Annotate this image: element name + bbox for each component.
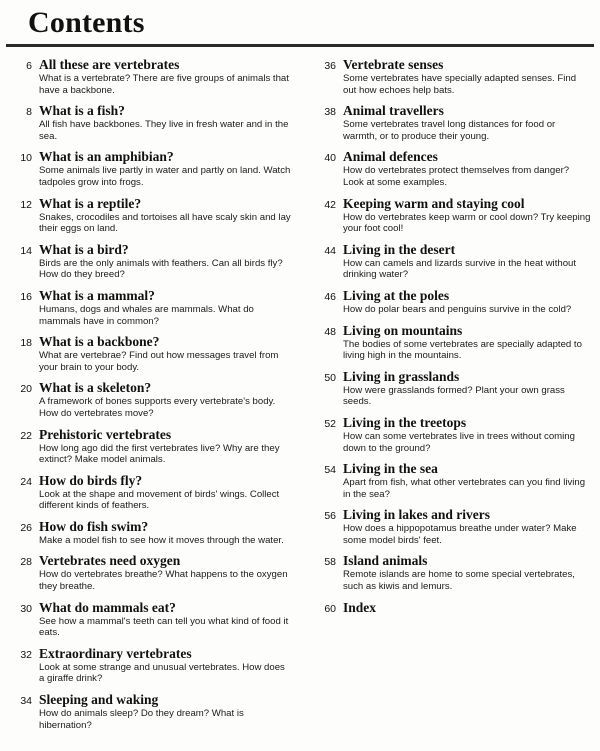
toc-page-number: 20 [20, 383, 32, 396]
toc-entry-body [343, 103, 592, 142]
toc-page-number: 38 [324, 106, 336, 119]
toc-entry-body [39, 692, 292, 731]
toc-page-number: 44 [324, 244, 336, 257]
toc-entry[interactable] [6, 334, 292, 373]
toc-page-number: 6 [26, 60, 32, 72]
toc-page-number: 22 [20, 429, 32, 442]
toc-entry-body [39, 149, 292, 188]
toc-entry[interactable] [6, 103, 292, 142]
toc-entry[interactable] [6, 149, 292, 188]
toc-entry-description: How can camels and lizards survive in the heat without drinking water? [343, 257, 577, 281]
toc-page-number: 18 [20, 337, 32, 350]
toc-entry[interactable] [6, 692, 292, 731]
toc-page-number: 48 [324, 325, 336, 338]
toc-entry-body [343, 323, 592, 362]
contents-columns [0, 47, 600, 747]
page-header [0, 0, 600, 42]
toc-entry[interactable] [310, 196, 592, 235]
toc-entry-description: How long ago did the first vertebrates live? Why are they extinct? Make model animals. [39, 442, 280, 466]
toc-page-number: 42 [324, 198, 336, 211]
toc-entry[interactable] [6, 473, 292, 512]
toc-entry-description: The bodies of some vertebrates are specially adapted to living high in the mountains. [343, 338, 582, 362]
toc-entry-heading: What is an amphibian? [39, 149, 174, 165]
toc-entry[interactable] [310, 103, 592, 142]
toc-entry-heading: Prehistoric vertebrates [39, 426, 172, 442]
toc-entry-heading: Living in the sea [343, 461, 438, 477]
toc-entry-body [343, 57, 592, 96]
toc-entry[interactable] [6, 519, 292, 547]
toc-entry-heading: Living in the desert [343, 241, 456, 257]
toc-entry[interactable] [310, 288, 592, 316]
toc-entry[interactable] [310, 507, 592, 546]
toc-entry-description: What are vertebrae? Find out how messages travel from your brain to your body. [39, 350, 279, 373]
toc-entry-heading: Extraordinary vertebrates [39, 645, 192, 661]
toc-entry-description: Snakes, crocodiles and tortoises all have scaly skin and lay their eggs on land. [39, 211, 291, 235]
toc-entry-heading: Index [343, 599, 377, 615]
toc-entry-heading: Island animals [343, 553, 428, 569]
toc-entry-description: Look at the shape and movement of birds' wings. Collect different kinds of feathers. [39, 488, 280, 512]
toc-page-number: 10 [20, 152, 32, 165]
toc-page-number: 8 [26, 106, 32, 119]
toc-entry-description: Humans, dogs and whales are mammals. What do mammals have in common? [39, 303, 254, 327]
toc-entry-heading: Living in the treetops [343, 414, 467, 430]
toc-entry-body [343, 242, 592, 281]
toc-entry[interactable] [6, 380, 292, 419]
toc-entry-body [39, 334, 292, 373]
toc-entry[interactable] [310, 369, 592, 408]
toc-entry[interactable] [310, 553, 592, 592]
toc-entry[interactable] [6, 196, 292, 235]
toc-page-number: 26 [20, 521, 32, 534]
toc-entry-body [343, 507, 592, 546]
toc-entry-heading: What is a skeleton? [39, 380, 152, 396]
toc-page-number: 28 [20, 556, 32, 569]
toc-entry-body [39, 519, 292, 547]
toc-entry-description: How do vertebrates breathe? What happens to the oxygen they breathe. [39, 569, 288, 593]
toc-page-number: 24 [20, 475, 32, 488]
page-title: Contents [28, 6, 145, 39]
toc-entry-heading: How do fish swim? [39, 518, 149, 534]
toc-entry-description: What is a vertebrate? There are five groups of animals that have a backbone. [39, 73, 289, 96]
toc-page-number: 12 [20, 198, 32, 211]
toc-entry-heading: Living on mountains [343, 322, 463, 338]
toc-entry-heading: What is a reptile? [39, 195, 142, 211]
toc-entry-body [39, 600, 292, 639]
toc-entry-body [343, 600, 592, 616]
toc-page-number: 14 [20, 244, 32, 257]
toc-entry[interactable] [310, 323, 592, 362]
toc-entry-body [39, 242, 292, 281]
toc-entry-body [39, 553, 292, 592]
toc-page-number: 54 [324, 464, 336, 477]
toc-entry-heading: Vertebrate senses [343, 57, 444, 72]
toc-page-number: 40 [324, 152, 336, 165]
toc-entry[interactable] [6, 242, 292, 281]
toc-entry-heading: Living in grasslands [343, 368, 460, 384]
toc-entry-description: See how a mammal's teeth can tell you what kind of food it eats. [39, 615, 289, 639]
toc-entry-heading: Sleeping and waking [39, 692, 159, 708]
toc-entry-body [39, 288, 292, 327]
toc-entry-description: Some vertebrates have specially adapted senses. Find out how echoes help bats. [343, 73, 577, 96]
toc-entry-heading: Living in lakes and rivers [343, 507, 491, 523]
toc-entry-description: Remote islands are home to some special vertebrates, such as kiwis and lemurs. [343, 569, 575, 593]
toc-page-number: 16 [20, 290, 32, 303]
toc-entry[interactable] [310, 461, 592, 500]
toc-entry-body [343, 461, 592, 500]
toc-entry-heading: Animal defences [343, 149, 438, 165]
toc-entry-body [39, 473, 292, 512]
toc-entry-body [39, 103, 292, 142]
toc-entry-description: How do vertebrates protect themselves from danger? Look at some examples. [343, 165, 570, 188]
toc-entry[interactable] [6, 427, 292, 466]
toc-entry-description: Birds are the only animals with feathers. Can all birds fly? How do they breed? [39, 257, 283, 281]
toc-entry-body [39, 380, 292, 419]
toc-page-number: 56 [324, 510, 336, 523]
toc-entry-heading: Vertebrates need oxygen [39, 553, 181, 569]
toc-entry-heading: How do birds fly? [39, 472, 143, 488]
toc-entry-heading: What is a mammal? [39, 287, 155, 303]
toc-entry[interactable] [310, 57, 592, 96]
contents-column-right [300, 57, 594, 747]
toc-page-number: 60 [324, 602, 336, 615]
toc-entry-body [343, 149, 592, 188]
toc-entry-heading: Animal travellers [343, 103, 444, 119]
toc-entry-description: Make a model fish to see how it moves through the water. [39, 534, 284, 546]
toc-entry-heading: Keeping warm and staying cool [343, 195, 525, 211]
toc-page-number: 46 [324, 290, 336, 303]
toc-page-number: 32 [20, 648, 32, 661]
toc-entry[interactable] [310, 415, 592, 454]
toc-entry-heading: All these are vertebrates [39, 57, 180, 72]
toc-entry-body [39, 196, 292, 235]
contents-column-left [6, 57, 300, 747]
toc-entry-description: Some vertebrates travel long distances for food or warmth, or to produce their young. [343, 119, 556, 142]
toc-entry-heading: What is a bird? [39, 241, 129, 257]
toc-page-number: 30 [20, 602, 32, 615]
toc-entry-body [343, 553, 592, 592]
toc-page-number: 34 [20, 695, 32, 708]
toc-entry[interactable] [6, 288, 292, 327]
toc-entry[interactable] [310, 149, 592, 188]
toc-entry[interactable] [6, 646, 292, 685]
toc-entry-description: All fish have backbones. They live in fresh water and in the sea. [39, 119, 289, 142]
toc-entry[interactable] [310, 242, 592, 281]
toc-entry-description: A framework of bones supports every vertebrate's body. How do vertebrates move? [39, 396, 276, 419]
toc-entry-body [343, 288, 592, 316]
toc-page-number: 36 [324, 60, 336, 72]
toc-entry-description: How do polar bears and penguins survive in the cold? [343, 303, 572, 315]
toc-entry-description: Some animals live partly in water and partly on land. Watch tadpoles grow into frogs. [39, 165, 291, 188]
toc-entry-description: Apart from fish, what other vertebrates can you find living in the sea? [343, 477, 586, 500]
toc-entry-heading: What is a backbone? [39, 334, 160, 350]
toc-entry-description: How do animals sleep? Do they dream? What is hibernation? [39, 708, 244, 731]
toc-entry-description: Look at some strange and unusual vertebrates. How does a giraffe drink? [39, 661, 285, 685]
toc-entry-body [39, 57, 292, 96]
toc-entry-body [343, 369, 592, 408]
toc-entry[interactable] [310, 600, 592, 616]
toc-entry-description: How were grasslands formed? Plant your own grass seeds. [343, 384, 565, 408]
toc-entry-heading: Living at the poles [343, 287, 450, 303]
toc-entry-description: How can some vertebrates live in trees without coming down to the ground? [343, 430, 575, 454]
toc-entry-description: How do vertebrates keep warm or cool down? Try keeping your foot cool! [343, 211, 591, 235]
toc-entry[interactable] [6, 600, 292, 639]
toc-entry-description: How does a hippopotamus breathe under water? Make some model birds' feet. [343, 523, 577, 546]
toc-entry-heading: What is a fish? [39, 103, 125, 119]
toc-page-number: 58 [324, 556, 336, 569]
toc-entry-heading: What do mammals eat? [39, 599, 176, 615]
toc-entry[interactable] [6, 57, 292, 96]
toc-entry[interactable] [6, 553, 292, 592]
toc-entry-body [343, 415, 592, 454]
toc-page-number: 50 [324, 371, 336, 384]
toc-entry-body [343, 196, 592, 235]
toc-entry-body [39, 427, 292, 466]
toc-entry-body [39, 646, 292, 685]
toc-page-number: 52 [324, 417, 336, 430]
